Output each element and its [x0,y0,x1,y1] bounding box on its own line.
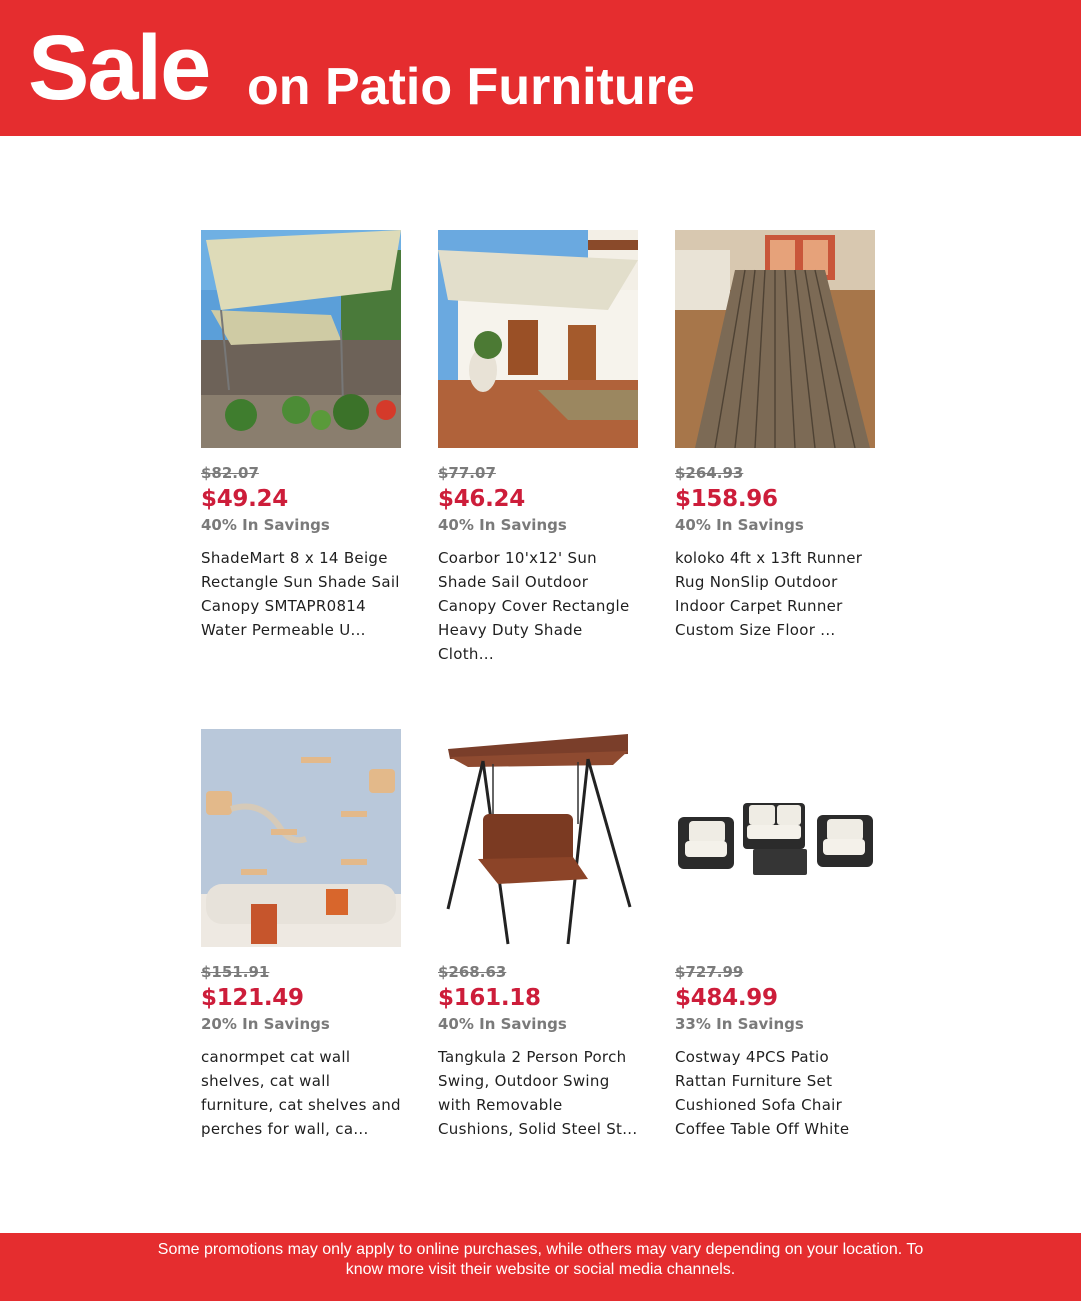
original-price: $727.99 [675,963,744,981]
sale-price: $46.24 [438,486,525,512]
product-title-link[interactable]: Costway 4PCS Patio Rattan Furniture Set Cushioned Sofa Chair Coffee Table Off White [675,1048,850,1138]
sun-shade-sail-garden-image[interactable] [201,230,401,448]
porch-swing-image[interactable] [438,729,638,947]
original-price: $82.07 [201,464,259,482]
savings-badge: 40% In Savings [201,516,330,534]
product-title-link[interactable]: canormpet cat wall shelves, cat wall furniture, cat shelves and perches for wall, ca... [201,1048,401,1138]
original-price: $77.07 [438,464,496,482]
original-price: $268.63 [438,963,507,981]
product-title-link[interactable]: Tangkula 2 Person Porch Swing, Outdoor Swing with Removable Cushions, Solid Steel St... [438,1048,638,1138]
cat-wall-shelves-image[interactable] [201,729,401,947]
savings-badge: 20% In Savings [201,1015,330,1033]
product-title-link[interactable]: koloko 4ft x 13ft Runner Rug NonSlip Outdoor Indoor Carpet Runner Custom Size Floor ... [675,549,863,639]
headline-subtitle: on Patio Furniture [247,58,695,116]
disclaimer-line-2: know more visit their website or social media channels. [345,1261,736,1278]
original-price: $264.93 [675,464,744,482]
savings-badge: 40% In Savings [438,516,567,534]
sale-headline: Sale [28,17,210,119]
sale-price: $161.18 [438,985,541,1011]
sale-price: $158.96 [675,486,778,512]
runner-rug-image[interactable] [675,230,875,448]
product-title-link[interactable]: Coarbor 10'x12' Sun Shade Sail Outdoor Canopy Cover Rectangle Heavy Duty Shade Cloth... [438,549,630,663]
product-title-link[interactable]: ShadeMart 8 x 14 Beige Rectangle Sun Shade Sail Canopy SMTAPR0814 Water Permeable U... [201,549,400,639]
rattan-furniture-set-image[interactable] [675,729,875,947]
sale-price: $484.99 [675,985,778,1011]
savings-badge: 40% In Savings [438,1015,567,1033]
header-banner [0,0,1081,136]
promo-disclaimer-footer [0,1233,1081,1301]
savings-badge: 33% In Savings [675,1015,804,1033]
sale-price: $49.24 [201,486,288,512]
savings-badge: 40% In Savings [675,516,804,534]
sun-shade-sail-deck-image[interactable] [438,230,638,448]
disclaimer-line-1: Some promotions may only apply to online purchases, while others may vary depending on your location. To [157,1241,924,1258]
original-price: $151.91 [201,963,270,981]
sale-price: $121.49 [201,985,304,1011]
